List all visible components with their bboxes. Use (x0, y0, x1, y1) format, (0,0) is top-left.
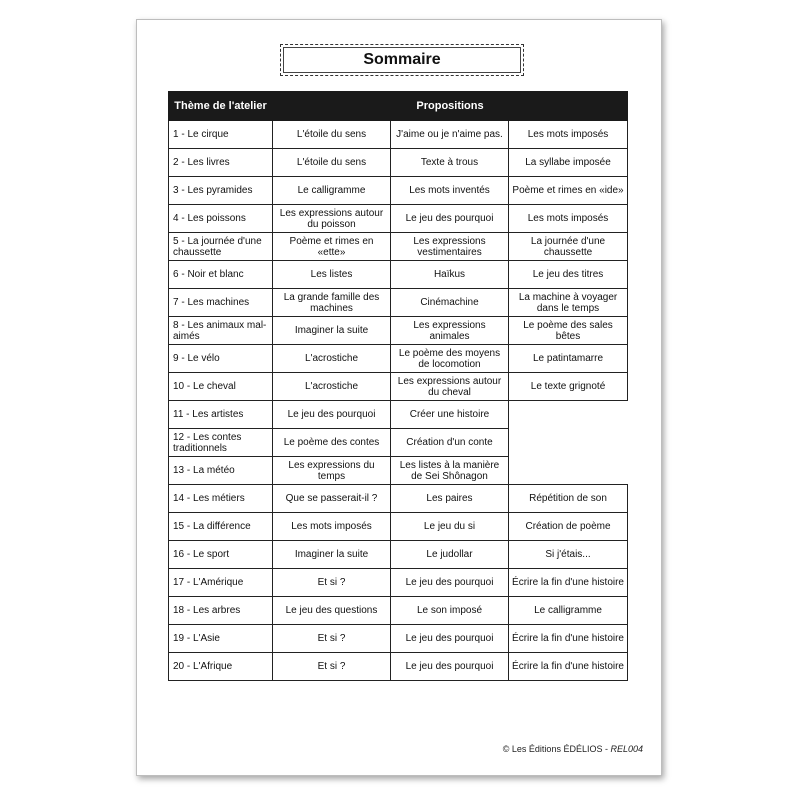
theme-cell: 19 - L'Asie (169, 625, 273, 653)
table-row (169, 289, 628, 317)
proposition-cell: Le jeu des titres (509, 261, 628, 289)
proposition-cell: Que se passerait-il ? (273, 485, 391, 513)
proposition-cell: Créer une histoire (391, 401, 509, 429)
theme-cell: 18 - Les arbres (169, 597, 273, 625)
theme-cell: 12 - Les contes traditionnels (169, 429, 273, 457)
title-box (280, 44, 524, 76)
table-row (169, 345, 628, 373)
proposition-cell: Les mots imposés (273, 513, 391, 541)
proposition-cell: Le jeu des pourquoi (391, 653, 509, 681)
proposition-cell: Le jeu des questions (273, 597, 391, 625)
theme-cell: 16 - Le sport (169, 541, 273, 569)
table-row (169, 233, 628, 261)
proposition-cell: Les expressions animales (391, 317, 509, 345)
table-row (169, 597, 628, 625)
theme-cell: 4 - Les poissons (169, 205, 273, 233)
table-row (169, 177, 628, 205)
proposition-cell: Création de poème (509, 513, 628, 541)
proposition-cell: Le poème des sales bêtes (509, 317, 628, 345)
proposition-cell: L'étoile du sens (273, 149, 391, 177)
table-row (169, 261, 628, 289)
table-row (169, 121, 628, 149)
table-row (169, 149, 628, 177)
empty-cell (509, 457, 628, 485)
proposition-cell: Les expressions autour du poisson (273, 205, 391, 233)
proposition-cell: Les mots imposés (509, 121, 628, 149)
table-row (169, 541, 628, 569)
proposition-cell: Les mots inventés (391, 177, 509, 205)
theme-cell: 11 - Les artistes (169, 401, 273, 429)
proposition-cell: Imaginer la suite (273, 317, 391, 345)
proposition-cell: Si j'étais... (509, 541, 628, 569)
theme-cell: 5 - La journée d'une chaussette (169, 233, 273, 261)
theme-cell: 9 - Le vélo (169, 345, 273, 373)
proposition-cell: Le poème des contes (273, 429, 391, 457)
table-row (169, 373, 628, 401)
header-theme: Thème de l'atelier (169, 92, 273, 121)
theme-cell: 3 - Les pyramides (169, 177, 273, 205)
proposition-cell: La syllabe imposée (509, 149, 628, 177)
theme-cell: 17 - L'Amérique (169, 569, 273, 597)
theme-cell: 1 - Le cirque (169, 121, 273, 149)
proposition-cell: Le jeu du si (391, 513, 509, 541)
theme-cell: 8 - Les animaux mal-aimés (169, 317, 273, 345)
empty-cell (509, 429, 628, 457)
table-row (169, 429, 628, 457)
table-row (169, 205, 628, 233)
proposition-cell: Le jeu des pourquoi (391, 625, 509, 653)
theme-cell: 20 - L'Afrique (169, 653, 273, 681)
proposition-cell: Écrire la fin d'une histoire (509, 569, 628, 597)
theme-cell: 10 - Le cheval (169, 373, 273, 401)
proposition-cell: Et si ? (273, 569, 391, 597)
proposition-cell: L'acrostiche (273, 345, 391, 373)
proposition-cell: Imaginer la suite (273, 541, 391, 569)
theme-cell: 14 - Les métiers (169, 485, 273, 513)
proposition-cell: L'acrostiche (273, 373, 391, 401)
summary-table (168, 91, 628, 681)
proposition-cell: La grande famille des machines (273, 289, 391, 317)
proposition-cell: Les expressions vestimentaires (391, 233, 509, 261)
proposition-cell: Les mots imposés (509, 205, 628, 233)
proposition-cell: J'aime ou je n'aime pas. (391, 121, 509, 149)
proposition-cell: Le poème des moyens de locomotion (391, 345, 509, 373)
table-body (169, 121, 628, 681)
proposition-cell: Le son imposé (391, 597, 509, 625)
proposition-cell: Le texte grignoté (509, 373, 628, 401)
empty-cell (509, 401, 628, 429)
proposition-cell: Et si ? (273, 653, 391, 681)
table-row (169, 625, 628, 653)
proposition-cell: Le calligramme (273, 177, 391, 205)
table-row (169, 485, 628, 513)
proposition-cell: Les listes (273, 261, 391, 289)
proposition-cell: Poème et rimes en «ette» (273, 233, 391, 261)
theme-cell: 15 - La différence (169, 513, 273, 541)
theme-cell: 7 - Les machines (169, 289, 273, 317)
proposition-cell: Poème et rimes en «ide» (509, 177, 628, 205)
proposition-cell: Création d'un conte (391, 429, 509, 457)
proposition-cell: Écrire la fin d'une histoire (509, 653, 628, 681)
proposition-cell: Les listes à la manière de Sei Shônagon (391, 457, 509, 485)
theme-cell: 2 - Les livres (169, 149, 273, 177)
table-header-row (169, 92, 628, 121)
proposition-cell: Les paires (391, 485, 509, 513)
page-title: Sommaire (363, 51, 441, 68)
proposition-cell: Répétition de son (509, 485, 628, 513)
document-page (136, 19, 662, 776)
table-row (169, 457, 628, 485)
proposition-cell: Le calligramme (509, 597, 628, 625)
proposition-cell: Haïkus (391, 261, 509, 289)
proposition-cell: Cinémachine (391, 289, 509, 317)
copyright-text: © Les Éditions ÉDÉLIOS - (502, 744, 611, 754)
table-row (169, 513, 628, 541)
proposition-cell: Le jeu des pourquoi (273, 401, 391, 429)
table-row (169, 569, 628, 597)
theme-cell: 6 - Noir et blanc (169, 261, 273, 289)
table-row (169, 401, 628, 429)
proposition-cell: L'étoile du sens (273, 121, 391, 149)
proposition-cell: Écrire la fin d'une histoire (509, 625, 628, 653)
proposition-cell: Et si ? (273, 625, 391, 653)
proposition-cell: La journée d'une chaussette (509, 233, 628, 261)
proposition-cell: Les expressions du temps (273, 457, 391, 485)
copyright (503, 744, 643, 754)
proposition-cell: Les expressions autour du cheval (391, 373, 509, 401)
reference-code: REL004 (610, 744, 643, 754)
proposition-cell: Le judollar (391, 541, 509, 569)
proposition-cell: La machine à voyager dans le temps (509, 289, 628, 317)
proposition-cell: Texte à trous (391, 149, 509, 177)
theme-cell: 13 - La météo (169, 457, 273, 485)
table-row (169, 317, 628, 345)
proposition-cell: Le jeu des pourquoi (391, 569, 509, 597)
proposition-cell: Le jeu des pourquoi (391, 205, 509, 233)
proposition-cell: Le patintamarre (509, 345, 628, 373)
table-row (169, 653, 628, 681)
header-propositions: Propositions (273, 92, 628, 121)
